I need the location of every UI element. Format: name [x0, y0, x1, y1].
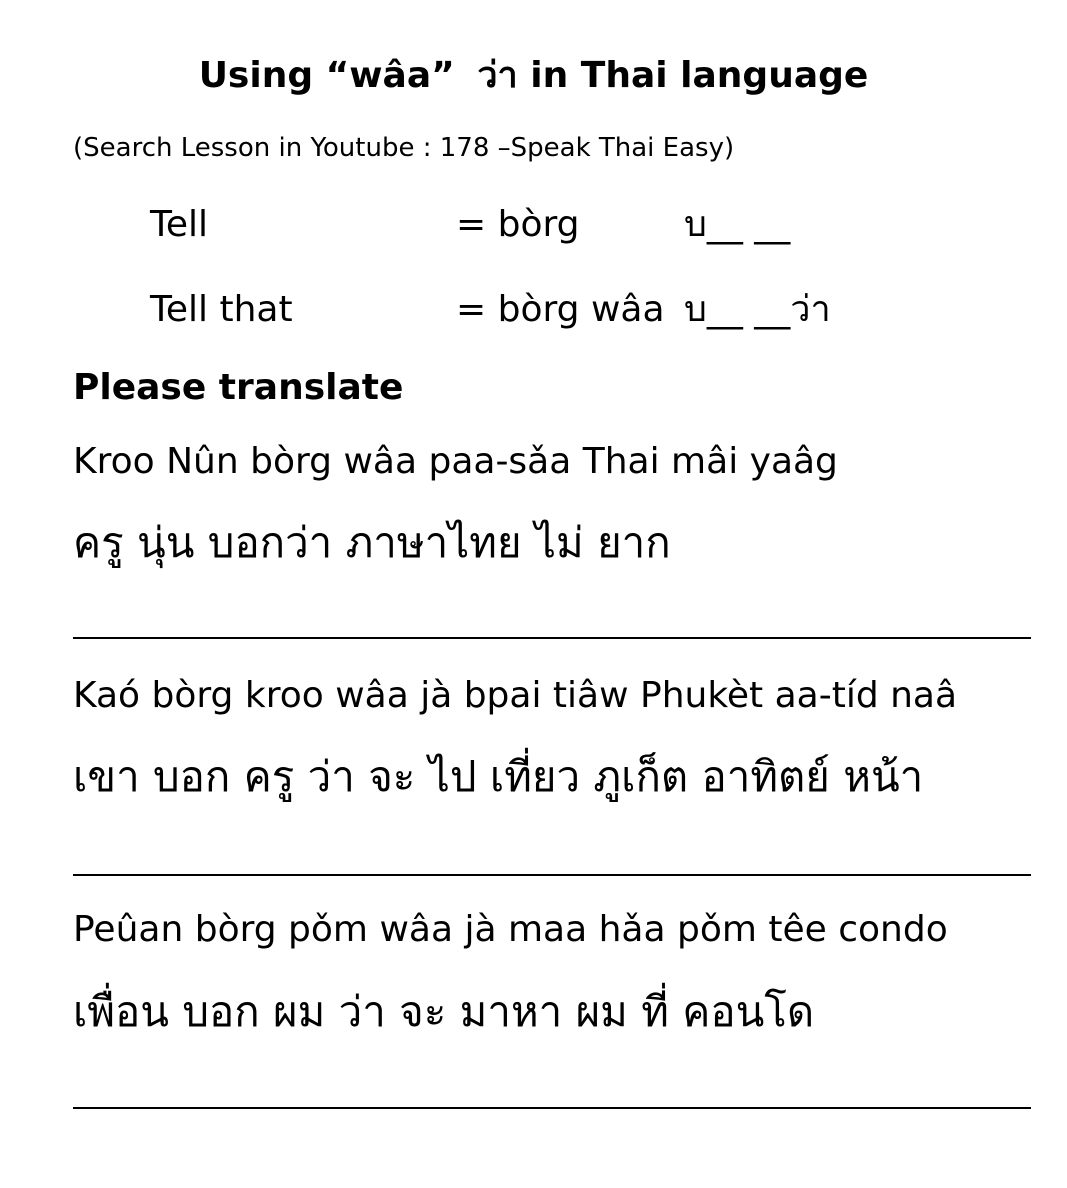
exercise-2-answer-line[interactable]	[73, 874, 1031, 876]
vocab-romanized-tell: = bòrg	[456, 204, 580, 245]
exercise-1-thai: ครู นุ่น บอกว่า ภาษาไทย ไม่ ยาก	[73, 518, 671, 567]
subtitle: (Search Lesson in Youtube : 178 –Speak Thai Easy)	[73, 133, 735, 163]
vocab-english-tell-that: Tell that	[150, 289, 293, 330]
exercise-3-romanized: Peûan bòrg pǒm wâa jà maa hǎa pǒm têe condo	[73, 909, 948, 950]
vocab-romanized-tell-that: = bòrg wâa	[456, 289, 665, 330]
exercise-2-romanized: Kaó bòrg kroo wâa jà bpai tiâw Phukèt aa-tíd naâ	[73, 675, 958, 716]
vocab-thai-tell: บ__ __	[684, 204, 791, 245]
exercise-3-answer-line[interactable]	[73, 1107, 1031, 1109]
page-title	[0, 48, 1067, 104]
title-english: Using “wâa”	[198, 55, 455, 96]
exercise-heading: Please translate	[73, 367, 404, 408]
exercise-3-thai: เพื่อน บอก ผม ว่า จะ มาหา ผม ที่ คอนโด	[73, 987, 815, 1036]
exercise-1-romanized: Kroo Nûn bòrg wâa paa-sǎa Thai mâi yaâg	[73, 441, 838, 482]
exercise-2-thai: เขา บอก ครู ว่า จะ ไป เที่ยว ภูเก็ต อาทิตย์ หน้า	[73, 752, 924, 801]
title-thai: ว่า in Thai language	[477, 55, 869, 96]
vocab-english-tell: Tell	[150, 204, 209, 245]
vocab-thai-tell-that: บ__ __ว่า	[684, 289, 831, 330]
exercise-1-answer-line[interactable]	[73, 637, 1031, 639]
